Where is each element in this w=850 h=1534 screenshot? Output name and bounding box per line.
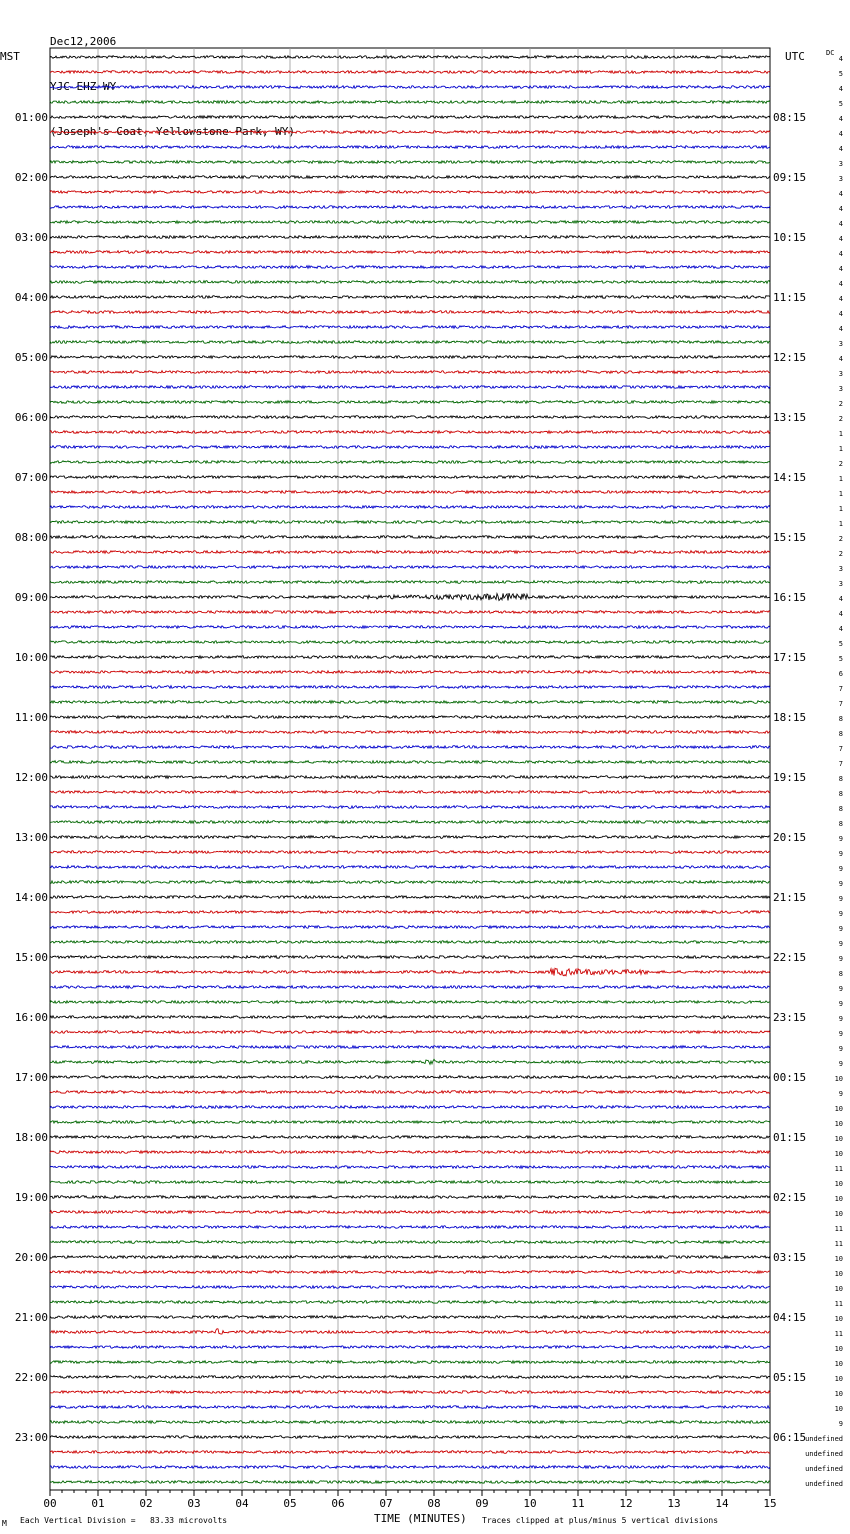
x-tick-label: 06 [331, 1497, 345, 1510]
left-hour-label: 15:00 [14, 951, 48, 964]
trace-line-70 [50, 1106, 770, 1109]
trace-line-39 [50, 641, 770, 644]
x-tick-label: 07 [379, 1497, 393, 1510]
dc-offset-label: 10 [834, 1270, 843, 1278]
dc-offset-label: 9 [838, 865, 843, 873]
dc-offset-label: 9 [838, 1090, 843, 1098]
dc-offset-label: 10 [834, 1315, 843, 1323]
trace-line-15 [50, 281, 770, 284]
dc-offset-label: 8 [838, 790, 843, 798]
x-tick-label: 15 [763, 1497, 777, 1510]
trace-line-46 [50, 746, 770, 749]
dc-offset-label: 9 [838, 940, 843, 948]
trace-line-28 [50, 476, 770, 479]
trace-line-40 [50, 656, 770, 659]
right-hour-label: 06:15 [773, 1431, 807, 1444]
dc-offset-label: 10 [834, 1360, 843, 1368]
trace-line-77 [50, 1211, 770, 1214]
trace-line-76 [50, 1196, 770, 1199]
dc-offset-label: 3 [838, 565, 843, 573]
right-hour-label: 21:15 [773, 891, 807, 904]
right-hour-label: 05:15 [773, 1371, 807, 1384]
dc-offset-label: 4 [838, 325, 843, 333]
dc-offset-label: 7 [838, 760, 843, 768]
dc-offset-label: 9 [838, 1060, 843, 1068]
right-hour-label: 22:15 [773, 951, 807, 964]
trace-line-68 [50, 1076, 770, 1079]
trace-line-48 [50, 776, 770, 779]
trace-line-78 [50, 1226, 770, 1229]
trace-line-52 [50, 836, 770, 839]
left-hour-label: 17:00 [14, 1071, 48, 1084]
left-hour-label: 07:00 [14, 471, 48, 484]
trace-line-33 [50, 551, 770, 554]
trace-line-58 [50, 926, 770, 929]
dc-offset-label: 5 [838, 655, 843, 663]
dc-offset-label: 3 [838, 370, 843, 378]
left-hour-label: 14:00 [14, 891, 48, 904]
x-tick-label: 14 [715, 1497, 729, 1510]
right-hour-label: 09:15 [773, 171, 807, 184]
trace-line-59 [50, 941, 770, 944]
dc-offset-label: 10 [834, 1105, 843, 1113]
x-tick-label: 04 [235, 1497, 249, 1510]
trace-line-37 [50, 611, 770, 614]
dc-offset-label: 2 [838, 535, 843, 543]
trace-line-8 [50, 176, 770, 179]
trace-line-61 [50, 968, 770, 976]
dc-offset-label: 9 [838, 1015, 843, 1023]
dc-offset-label: 9 [838, 835, 843, 843]
dc-offset-label: 9 [838, 895, 843, 903]
dc-offset-label: 11 [834, 1225, 843, 1233]
dc-offset-label: 4 [838, 310, 843, 318]
right-hour-label: 23:15 [773, 1011, 807, 1024]
dc-offset-label: 10 [834, 1075, 843, 1083]
trace-line-62 [50, 986, 770, 989]
dc-offset-label: 1 [838, 490, 843, 498]
left-hour-label: 23:00 [14, 1431, 48, 1444]
trace-line-30 [50, 506, 770, 509]
trace-line-31 [50, 521, 770, 524]
right-hour-label: 16:15 [773, 591, 807, 604]
dc-offset-label: undefined [805, 1480, 843, 1488]
scale-note: Each Vertical Division = 83.33 microvolts [20, 1516, 228, 1525]
trace-line-18 [50, 326, 770, 329]
x-tick-label: 00 [43, 1497, 57, 1510]
trace-line-51 [50, 821, 770, 824]
trace-line-57 [50, 911, 770, 914]
left-hour-label: 18:00 [14, 1131, 48, 1144]
left-hour-label: 06:00 [14, 411, 48, 424]
dc-offset-label: 3 [838, 385, 843, 393]
dc-offset-label: undefined [805, 1435, 843, 1443]
dc-offset-label: 4 [838, 280, 843, 288]
plot-frame [50, 48, 770, 1490]
trace-line-29 [50, 491, 770, 494]
right-hour-label: 01:15 [773, 1131, 807, 1144]
dc-offset-label: 10 [834, 1150, 843, 1158]
x-tick-label: 03 [187, 1497, 201, 1510]
dc-offset-label: 10 [834, 1255, 843, 1263]
dc-offset-label: 10 [834, 1405, 843, 1413]
dc-offset-label: 9 [838, 880, 843, 888]
trace-line-82 [50, 1286, 770, 1289]
dc-offset-label: 10 [834, 1180, 843, 1188]
dc-offset-label: 1 [838, 445, 843, 453]
dc-offset-label: 9 [838, 1030, 843, 1038]
trace-line-27 [50, 461, 770, 464]
trace-line-86 [50, 1346, 770, 1349]
dc-offset-label: 7 [838, 745, 843, 753]
trace-line-83 [50, 1301, 770, 1304]
trace-line-41 [50, 671, 770, 674]
header-station: YJC EHZ WY [50, 80, 117, 93]
dc-offset-label: 7 [838, 700, 843, 708]
dc-offset-label: 11 [834, 1330, 843, 1338]
dc-offset-label: 11 [834, 1240, 843, 1248]
dc-offset-label: 2 [838, 550, 843, 558]
trace-line-42 [50, 686, 770, 689]
dc-offset-label: 10 [834, 1285, 843, 1293]
dc-offset-label: 9 [838, 1045, 843, 1053]
left-hour-label: 09:00 [14, 591, 48, 604]
dc-offset-label: 10 [834, 1135, 843, 1143]
trace-line-87 [50, 1361, 770, 1364]
header-date: Dec12,2006 [50, 35, 117, 48]
trace-line-38 [50, 626, 770, 629]
trace-line-85 [50, 1329, 770, 1334]
trace-line-6 [50, 146, 770, 149]
trace-line-26 [50, 446, 770, 449]
left-hour-label: 05:00 [14, 351, 48, 364]
right-hour-label: 00:15 [773, 1071, 807, 1084]
right-hour-label: 17:15 [773, 651, 807, 664]
trace-line-12 [50, 236, 770, 239]
x-tick-label: 10 [523, 1497, 537, 1510]
trace-line-35 [50, 581, 770, 584]
trace-line-50 [50, 806, 770, 809]
trace-line-90 [50, 1406, 770, 1409]
dc-offset-label: 4 [838, 610, 843, 618]
dc-offset-label: 8 [838, 805, 843, 813]
x-tick-label: 12 [619, 1497, 633, 1510]
right-hour-label: 02:15 [773, 1191, 807, 1204]
dc-offset-label: 4 [838, 205, 843, 213]
dc-offset-label: 11 [834, 1165, 843, 1173]
x-tick-label: 01 [91, 1497, 105, 1510]
dc-offset-label: 5 [838, 70, 843, 78]
left-hour-label: 03:00 [14, 231, 48, 244]
trace-line-66 [50, 1046, 770, 1049]
dc-offset-label: 4 [838, 295, 843, 303]
dc-offset-label: 8 [838, 730, 843, 738]
right-hour-label: 04:15 [773, 1311, 807, 1324]
trace-line-24 [50, 416, 770, 419]
trace-line-19 [50, 341, 770, 344]
trace-line-45 [50, 731, 770, 734]
dc-offset-label: 4 [838, 625, 843, 633]
dc-offset-label: 10 [834, 1210, 843, 1218]
trace-line-5 [50, 131, 770, 134]
right-hour-label: 19:15 [773, 771, 807, 784]
dc-offset-label: 4 [838, 55, 843, 63]
trace-line-21 [50, 371, 770, 374]
trace-line-14 [50, 266, 770, 269]
dc-offset-label: 9 [838, 925, 843, 933]
dc-offset-label: 4 [838, 250, 843, 258]
dc-offset-label: 2 [838, 415, 843, 423]
dc-offset-label: 8 [838, 775, 843, 783]
left-hour-label: 12:00 [14, 771, 48, 784]
right-hour-label: 14:15 [773, 471, 807, 484]
dc-offset-label: 1 [838, 475, 843, 483]
dc-offset-label: 1 [838, 430, 843, 438]
trace-line-71 [50, 1121, 770, 1124]
dc-offset-label: 4 [838, 595, 843, 603]
trace-line-32 [50, 536, 770, 539]
right-hour-label: 18:15 [773, 711, 807, 724]
trace-line-75 [50, 1181, 770, 1184]
dc-offset-label: 3 [838, 580, 843, 588]
dc-offset-label: 3 [838, 160, 843, 168]
trace-line-74 [50, 1166, 770, 1169]
trace-line-64 [50, 1016, 770, 1019]
x-tick-label: 13 [667, 1497, 681, 1510]
right-hour-label: 08:15 [773, 111, 807, 124]
dc-offset-label: undefined [805, 1450, 843, 1458]
trace-line-25 [50, 431, 770, 434]
x-tick-label: 05 [283, 1497, 297, 1510]
trace-line-9 [50, 191, 770, 194]
dc-offset-label: 10 [834, 1345, 843, 1353]
dc-offset-label: 5 [838, 100, 843, 108]
dc-offset-label: 9 [838, 1000, 843, 1008]
trace-line-4 [50, 116, 770, 119]
trace-line-54 [50, 866, 770, 869]
dc-offset-label: 4 [838, 130, 843, 138]
right-hour-label: 20:15 [773, 831, 807, 844]
x-tick-label: 09 [475, 1497, 489, 1510]
trace-line-55 [50, 881, 770, 884]
dc-offset-label: 9 [838, 910, 843, 918]
dc-offset-label: 3 [838, 340, 843, 348]
trace-line-94 [50, 1466, 770, 1469]
dc-offset-label: 10 [834, 1195, 843, 1203]
trace-line-20 [50, 356, 770, 359]
trace-line-34 [50, 566, 770, 569]
x-axis-title: TIME (MINUTES) [374, 1512, 467, 1525]
left-hour-label: 04:00 [14, 291, 48, 304]
trace-line-2 [50, 86, 770, 89]
dc-offset-label: 8 [838, 970, 843, 978]
right-hour-label: 15:15 [773, 531, 807, 544]
trace-line-60 [50, 956, 770, 959]
trace-line-7 [50, 161, 770, 164]
trace-line-43 [50, 701, 770, 704]
left-hour-label: 01:00 [14, 111, 48, 124]
dc-offset-label: 4 [838, 145, 843, 153]
dc-offset-label: 7 [838, 685, 843, 693]
dc-offset-label: 2 [838, 400, 843, 408]
trace-line-80 [50, 1256, 770, 1259]
dc-offset-label: 4 [838, 85, 843, 93]
left-hour-label: 22:00 [14, 1371, 48, 1384]
trace-line-95 [50, 1481, 770, 1484]
trace-line-93 [50, 1451, 770, 1454]
left-hour-label: 19:00 [14, 1191, 48, 1204]
left-hour-label: 13:00 [14, 831, 48, 844]
trace-line-0 [50, 56, 770, 59]
dc-offset-label: 5 [838, 640, 843, 648]
dc-offset-label: 4 [838, 235, 843, 243]
trace-line-63 [50, 1001, 770, 1004]
left-timezone-label: MST [0, 50, 20, 63]
trace-line-67 [50, 1059, 770, 1064]
trace-line-69 [50, 1091, 770, 1094]
header-location: (Joseph's Coat, Yellowstone Park, WY) [50, 125, 296, 138]
right-hour-label: 13:15 [773, 411, 807, 424]
trace-line-56 [50, 896, 770, 899]
dc-offset-label: 10 [834, 1120, 843, 1128]
trace-line-3 [50, 101, 770, 104]
dc-offset-label: 3 [838, 175, 843, 183]
dc-offset-label: 4 [838, 115, 843, 123]
trace-line-44 [50, 716, 770, 719]
trace-line-81 [50, 1271, 770, 1274]
dc-offset-label: 1 [838, 520, 843, 528]
dc-offset-label: 1 [838, 505, 843, 513]
dc-offset-label: 10 [834, 1390, 843, 1398]
x-tick-label: 08 [427, 1497, 441, 1510]
right-hour-label: 10:15 [773, 231, 807, 244]
trace-line-89 [50, 1391, 770, 1394]
trace-line-1 [50, 71, 770, 74]
trace-line-84 [50, 1316, 770, 1319]
x-tick-label: 02 [139, 1497, 153, 1510]
dc-offset-label: 6 [838, 670, 843, 678]
right-hour-label: 11:15 [773, 291, 807, 304]
dc-offset-label: 9 [838, 1420, 843, 1428]
dc-offset-label: 2 [838, 460, 843, 468]
dc-offset-label: 4 [838, 190, 843, 198]
trace-line-11 [50, 221, 770, 224]
trace-line-53 [50, 851, 770, 854]
trace-line-88 [50, 1376, 770, 1379]
trace-line-72 [50, 1136, 770, 1139]
left-hour-label: 16:00 [14, 1011, 48, 1024]
dc-offset-label: 8 [838, 820, 843, 828]
trace-line-79 [50, 1241, 770, 1244]
dc-offset-label: 11 [834, 1300, 843, 1308]
left-hour-label: 08:00 [14, 531, 48, 544]
dc-offset-label: 9 [838, 955, 843, 963]
dc-column-label: DC [826, 49, 835, 57]
right-hour-label: 03:15 [773, 1251, 807, 1264]
dc-offset-label: 4 [838, 220, 843, 228]
left-hour-label: 10:00 [14, 651, 48, 664]
left-hour-label: 21:00 [14, 1311, 48, 1324]
dc-offset-label: 4 [838, 355, 843, 363]
trace-line-49 [50, 791, 770, 794]
trace-line-17 [50, 311, 770, 314]
trace-line-23 [50, 401, 770, 404]
dc-offset-label: 9 [838, 850, 843, 858]
x-tick-label: 11 [571, 1497, 585, 1510]
trace-line-13 [50, 251, 770, 254]
trace-line-47 [50, 761, 770, 764]
footer-mark: M [2, 1519, 7, 1528]
trace-line-73 [50, 1151, 770, 1154]
trace-line-65 [50, 1031, 770, 1034]
dc-offset-label: 10 [834, 1375, 843, 1383]
left-hour-label: 11:00 [14, 711, 48, 724]
dc-offset-label: 8 [838, 715, 843, 723]
right-hour-label: 12:15 [773, 351, 807, 364]
trace-line-36 [50, 593, 770, 600]
dc-offset-label: 9 [838, 985, 843, 993]
trace-line-22 [50, 386, 770, 389]
dc-offset-label: 4 [838, 265, 843, 273]
trace-line-10 [50, 206, 770, 209]
left-hour-label: 02:00 [14, 171, 48, 184]
clip-note: Traces clipped at plus/minus 5 vertical divisions [482, 1516, 719, 1525]
dc-offset-label: undefined [805, 1465, 843, 1473]
trace-line-16 [50, 296, 770, 299]
trace-line-91 [50, 1421, 770, 1424]
left-hour-label: 20:00 [14, 1251, 48, 1264]
right-timezone-label: UTC [785, 50, 805, 63]
trace-line-92 [50, 1436, 770, 1439]
